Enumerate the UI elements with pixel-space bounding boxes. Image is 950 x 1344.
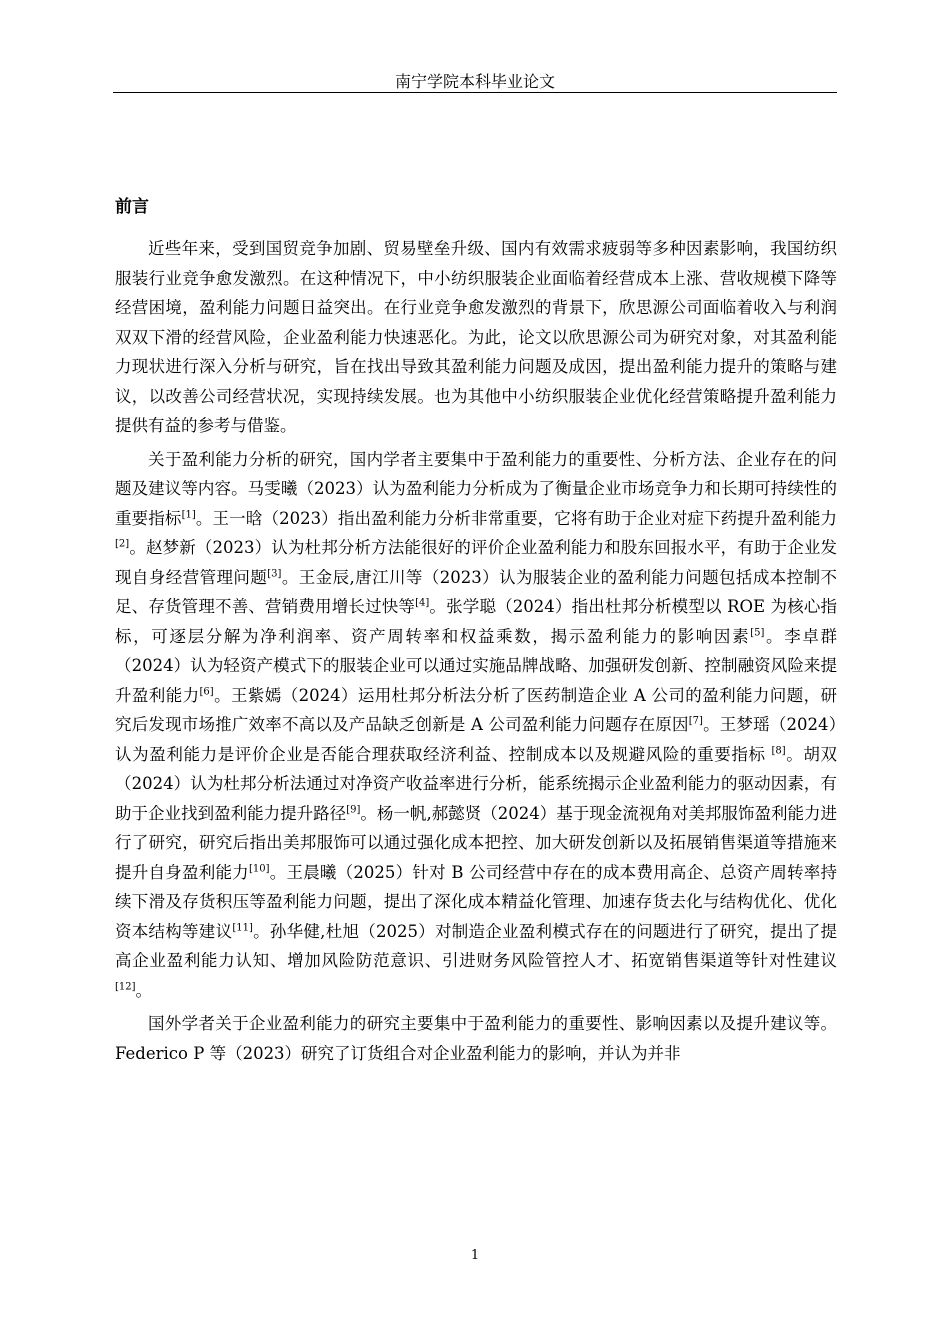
- header-rule: [113, 92, 837, 93]
- paragraph: [115, 1009, 837, 1068]
- citation-ref: [10]: [248, 863, 270, 874]
- citation-ref: [5]: [750, 627, 765, 638]
- paragraph-text: 。胡双（2024）认为杜邦分析法通过对净资产收益率进行分析，能系统揭示企业盈利能力的驱动因素，有助于企业找到盈利能力提升路径: [115, 744, 838, 823]
- citation-ref: [11]: [232, 922, 253, 933]
- paragraph-text: 国外学者关于企业盈利能力的研究主要集中于盈利能力的重要性、影响因素以及提升建议等。Federico P 等（2023）研究了订货组合对企业盈利能力的影响，并认为并非: [115, 1014, 837, 1063]
- paragraph-text: 近些年来，受到国贸竞争加剧、贸易壁垒升级、国内有效需求疲弱等多种因素影响，我国纺织服装行业竞争愈发激烈。在这种情况下，中小纺织服装企业面临着经营成本上涨、营收规模下降等经营困境，盈利能力问题日益突出。在行业竞争愈发激烈的背景下，欣思源公司面临着收入与利润双双下滑的经营风险，企业盈利能力快速恶化。为此，论文以欣思源公司为研究对象，对其盈利能力现状进行深入分析与研究，旨在找出导致其盈利能力问题及成因，提出盈利能力提升的策略与建议，以改善公司经营状况，实现持续发展。也为其他中小纺织服装企业优化经营策略提升盈利能力提供有益的参考与借鉴。: [115, 239, 837, 435]
- citation-ref: [8]: [771, 745, 786, 756]
- paragraph-text: 。张学聪（2024）指出杜邦分析模型以 ROE 为核心指标，可逐层分解为净利润率、资产周转率和权益乘数，揭示盈利能力的影响因素: [115, 597, 838, 646]
- citation-ref: [3]: [267, 568, 282, 579]
- citation-ref: [9]: [346, 804, 361, 815]
- body-text: [115, 234, 837, 1072]
- citation-ref: [7]: [688, 715, 703, 727]
- paragraph-text: 。杨一帆,郝懿贤（2024）基于现金流视角对美邦服饰盈利能力进行了研究，研究后指出美邦服饰可以通过强化成本把控、加大研发创新以及拓展销售渠道等措施来提升自身盈利能力: [115, 803, 837, 882]
- paragraph-text: 。王梦瑶（2024）认为盈利能力是评价企业是否能合理获取经济利益、控制成本以及规避风险的重要指标: [115, 715, 837, 764]
- citation-ref: [6]: [199, 686, 214, 697]
- paragraph-text: 。赵梦新（2023）认为杜邦分析方法能很好的评价企业盈利能力和股东回报水平，有助于企业发现自身经营管理问题: [115, 538, 837, 587]
- paragraph-text: 。王一晗（2023）指出盈利能力分析非常重要，它将有助于企业对症下药提升盈利能力: [195, 508, 838, 528]
- citation-ref: [1]: [181, 509, 196, 520]
- paragraph: [115, 445, 837, 1006]
- page-number: 1: [470, 1248, 480, 1263]
- page-header: 南宁学院本科毕业论文: [394, 72, 555, 91]
- paragraph-text: 。李卓群（2024）认为轻资产模式下的服装企业可以通过实施品牌战略、加强研发创新、控制融资风险来提升盈利能力: [115, 626, 838, 705]
- citation-ref: [2]: [115, 538, 130, 550]
- paragraph: [115, 234, 837, 441]
- section-title: 前言: [115, 197, 149, 217]
- paragraph-text: 。孙华健,杜旭（2025）对制造企业盈利模式存在的问题进行了研究，提出了提高企业盈利能力认知、增加风险防范意识、引进财务风险管控人才、拓宽销售渠道等针对性建议: [115, 921, 837, 970]
- paragraph-text: 。王金辰,唐江川等（2023）认为服装企业的盈利能力问题包括成本控制不足、存货管理不善、营销费用增长过快等: [115, 567, 837, 616]
- paragraph-text: 。王紫嫣（2024）运用杜邦分析法分析了医药制造企业 A 公司的盈利能力问题，研究后发现市场推广效率不高以及产品缺乏创新是 A 公司盈利能力问题存在原因: [115, 685, 838, 734]
- paragraph-text: 。王晨曦（2025）针对 B 公司经营中存在的成本费用高企、总资产周转率持续下滑及存货积压等盈利能力问题，提出了深化成本精益化管理、加速存货去化与结构优化、优化资本结构等建议: [115, 862, 838, 941]
- paragraph-text: 关于盈利能力分析的研究，国内学者主要集中于盈利能力的重要性、分析方法、企业存在的问题及建议等内容。马雯曦（2023）认为盈利能力分析成为了衡量企业市场竞争力和长期可持续性的重要指标: [115, 449, 837, 528]
- paragraph-text: 。: [135, 980, 153, 1000]
- citation-ref: [12]: [115, 981, 136, 992]
- citation-ref: [4]: [415, 597, 430, 609]
